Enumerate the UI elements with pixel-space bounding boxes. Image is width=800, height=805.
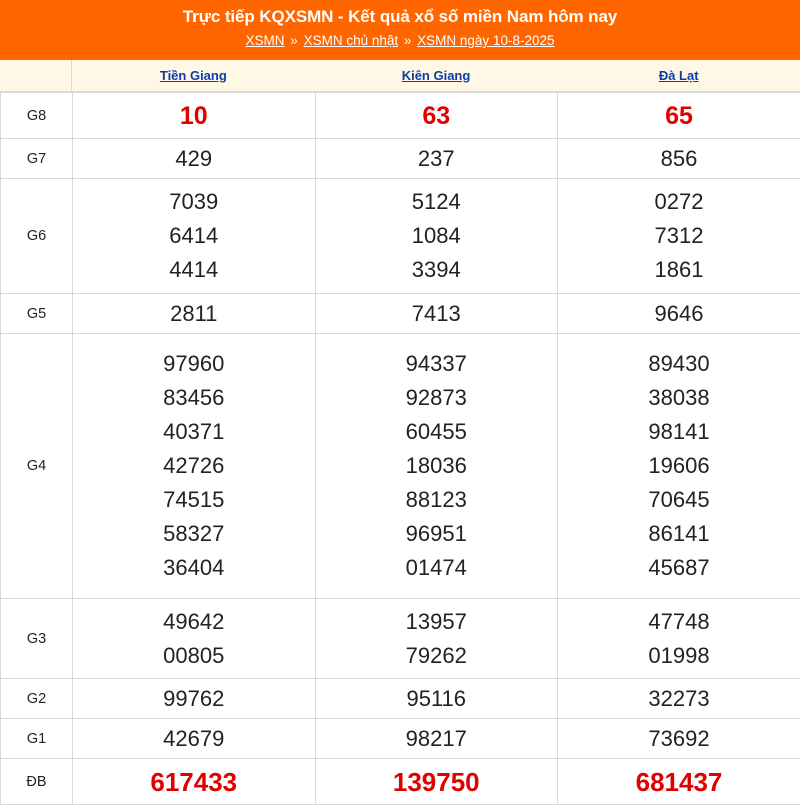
result-number: 60455 xyxy=(316,415,558,449)
result-cell xyxy=(315,679,558,719)
result-cell xyxy=(315,719,558,759)
result-number: 38038 xyxy=(558,381,800,415)
table-row xyxy=(1,334,800,599)
result-cell xyxy=(73,719,316,759)
result-cell xyxy=(558,719,800,759)
prize-column-spacer xyxy=(0,60,72,91)
result-number: 2811 xyxy=(73,297,315,331)
result-cell xyxy=(315,139,558,179)
results-table-body xyxy=(1,93,800,805)
result-number: 1861 xyxy=(558,253,800,287)
result-cell xyxy=(315,294,558,334)
result-cell xyxy=(315,334,558,599)
breadcrumb-link-4[interactable]: XSMN ngày 10-8-2025 xyxy=(417,33,554,48)
page-header xyxy=(0,0,800,60)
result-number: 94337 xyxy=(316,347,558,381)
result-number: 19606 xyxy=(558,449,800,483)
result-number: 7039 xyxy=(73,185,315,219)
result-number: 5124 xyxy=(316,185,558,219)
result-number: 01998 xyxy=(558,639,800,673)
result-number: 79262 xyxy=(316,639,558,673)
breadcrumb-separator-3: » xyxy=(402,33,414,48)
result-number: 18036 xyxy=(316,449,558,483)
result-number: 63 xyxy=(316,97,558,135)
result-number: 36404 xyxy=(73,551,315,585)
result-number: 10 xyxy=(73,97,315,135)
breadcrumb-link-0[interactable]: XSMN xyxy=(246,33,285,48)
province-link-2[interactable]: Đà Lạt xyxy=(659,68,699,83)
result-cell xyxy=(558,139,800,179)
result-number: 139750 xyxy=(316,763,558,801)
result-cell xyxy=(558,679,800,719)
result-number: 6414 xyxy=(73,219,315,253)
result-cell xyxy=(558,334,800,599)
result-cell xyxy=(558,759,800,805)
result-number: 86141 xyxy=(558,517,800,551)
result-number: 98217 xyxy=(316,722,558,756)
result-number: 45687 xyxy=(558,551,800,585)
table-row xyxy=(1,93,800,139)
page-title: Trực tiếp KQXSMN - Kết quả xổ số miền Nam hôm nay xyxy=(0,5,800,29)
result-number: 47748 xyxy=(558,605,800,639)
province-header-0 xyxy=(72,60,315,91)
result-number: 617433 xyxy=(73,763,315,801)
prize-label: G4 xyxy=(1,334,73,599)
prize-label: G6 xyxy=(1,179,73,294)
result-cell xyxy=(73,294,316,334)
province-header-1 xyxy=(315,60,558,91)
result-number: 42726 xyxy=(73,449,315,483)
result-number: 65 xyxy=(558,97,800,135)
results-table xyxy=(0,92,800,805)
breadcrumb-link-2[interactable]: XSMN chủ nhật xyxy=(304,33,399,48)
result-cell xyxy=(73,179,316,294)
result-number: 70645 xyxy=(558,483,800,517)
result-cell xyxy=(73,679,316,719)
result-number: 0272 xyxy=(558,185,800,219)
prize-label: G5 xyxy=(1,294,73,334)
result-cell xyxy=(558,93,800,139)
result-number: 73692 xyxy=(558,722,800,756)
result-number: 95116 xyxy=(316,682,558,716)
result-number: 7413 xyxy=(316,297,558,331)
result-number: 681437 xyxy=(558,763,800,801)
result-number: 32273 xyxy=(558,682,800,716)
breadcrumb-separator-1: » xyxy=(288,33,300,48)
table-row xyxy=(1,179,800,294)
prize-label: G3 xyxy=(1,599,73,679)
province-link-0[interactable]: Tiền Giang xyxy=(160,68,227,83)
result-cell xyxy=(73,93,316,139)
result-cell xyxy=(73,139,316,179)
result-cell xyxy=(558,179,800,294)
breadcrumb xyxy=(0,30,800,52)
result-number: 4414 xyxy=(73,253,315,287)
result-cell xyxy=(315,93,558,139)
result-number: 856 xyxy=(558,142,800,176)
result-cell xyxy=(558,599,800,679)
result-number: 74515 xyxy=(73,483,315,517)
table-row xyxy=(1,599,800,679)
table-row xyxy=(1,679,800,719)
result-number: 00805 xyxy=(73,639,315,673)
province-header-2 xyxy=(557,60,800,91)
table-row xyxy=(1,719,800,759)
result-cell xyxy=(315,599,558,679)
province-header-row xyxy=(0,60,800,92)
prize-label: G1 xyxy=(1,719,73,759)
result-number: 83456 xyxy=(73,381,315,415)
result-number: 49642 xyxy=(73,605,315,639)
table-row xyxy=(1,294,800,334)
result-number: 7312 xyxy=(558,219,800,253)
result-number: 237 xyxy=(316,142,558,176)
result-number: 3394 xyxy=(316,253,558,287)
prize-label: G8 xyxy=(1,93,73,139)
table-row xyxy=(1,139,800,179)
result-number: 97960 xyxy=(73,347,315,381)
prize-label: G7 xyxy=(1,139,73,179)
result-number: 99762 xyxy=(73,682,315,716)
result-cell xyxy=(558,294,800,334)
result-number: 40371 xyxy=(73,415,315,449)
result-number: 42679 xyxy=(73,722,315,756)
table-row xyxy=(1,759,800,805)
result-number: 89430 xyxy=(558,347,800,381)
result-number: 96951 xyxy=(316,517,558,551)
result-number: 92873 xyxy=(316,381,558,415)
result-cell xyxy=(315,759,558,805)
result-number: 13957 xyxy=(316,605,558,639)
result-number: 429 xyxy=(73,142,315,176)
result-number: 01474 xyxy=(316,551,558,585)
result-cell xyxy=(315,179,558,294)
province-link-1[interactable]: Kiên Giang xyxy=(402,68,471,83)
result-number: 58327 xyxy=(73,517,315,551)
prize-label: ĐB xyxy=(1,759,73,805)
result-cell xyxy=(73,334,316,599)
result-number: 9646 xyxy=(558,297,800,331)
result-number: 1084 xyxy=(316,219,558,253)
result-cell xyxy=(73,599,316,679)
prize-label: G2 xyxy=(1,679,73,719)
result-cell xyxy=(73,759,316,805)
result-number: 88123 xyxy=(316,483,558,517)
result-number: 98141 xyxy=(558,415,800,449)
